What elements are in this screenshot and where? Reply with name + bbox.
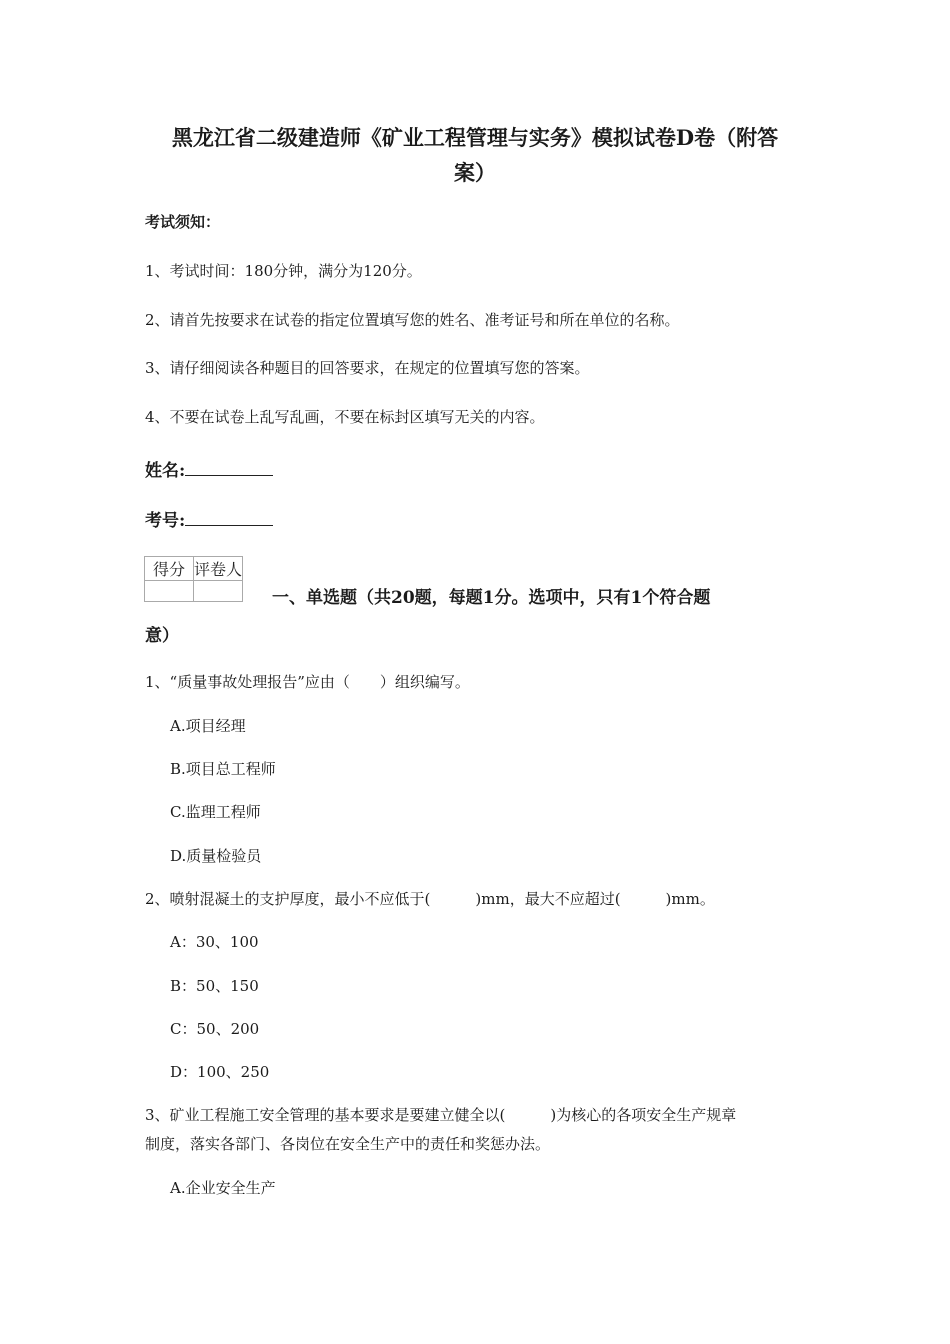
grader-cell[interactable]: [194, 581, 243, 602]
score-table: [144, 556, 243, 602]
document-title-line1: 黑龙江省二级建造师《矿业工程管理与实务》模拟试卷D卷（附答: [171, 125, 779, 150]
name-field: [145, 456, 273, 481]
question-1-option-a: A.项目经理: [170, 717, 246, 735]
question-3-stem-line2: 制度，落实各部门、各岗位在安全生产中的责任和奖惩办法。: [145, 1135, 551, 1153]
name-label: 姓名:: [145, 461, 186, 481]
grader-header: 评卷人: [194, 557, 243, 581]
notice-item-2: 2、请首先按要求在试卷的指定位置填写您的姓名、准考证号和所在单位的名称。: [145, 311, 680, 329]
notice-heading: 考试须知：: [145, 213, 221, 231]
question-1-stem: 1、“质量事故处理报告”应由（ ）组织编写。: [145, 673, 470, 691]
question-1-option-c: C.监理工程师: [170, 803, 261, 821]
question-3-option-a: A.企业安全生产: [170, 1179, 276, 1197]
exam-number-label: 考号:: [145, 511, 186, 531]
question-1-option-b: B.项目总工程师: [170, 760, 276, 778]
question-2-option-b: B：50、150: [170, 977, 259, 995]
question-1-option-d: D.质量检验员: [170, 847, 262, 865]
score-header: 得分: [145, 557, 194, 581]
question-2-option-a: A：30、100: [170, 933, 259, 951]
question-2-stem: 2、喷射混凝土的支护厚度，最小不应低于( )mm，最大不应超过( )mm。: [145, 890, 715, 908]
document-title-line2: 案）: [454, 160, 496, 185]
name-blank[interactable]: [185, 459, 273, 476]
notice-item-3: 3、请仔细阅读各种题目的回答要求，在规定的位置填写您的答案。: [145, 359, 590, 377]
section-heading-line2: 意）: [145, 626, 179, 646]
notice-item-4: 4、不要在试卷上乱写乱画，不要在标封区填写无关的内容。: [145, 408, 545, 426]
exam-number-field: [145, 506, 273, 531]
notice-item-1: 1、考试时间：180分钟，满分为120分。: [145, 262, 422, 280]
section-heading-line1: 一、单选题（共20题，每题1分。选项中，只有1个符合题: [272, 588, 711, 608]
question-3-stem-line1: 3、矿业工程施工安全管理的基本要求是要建立健全以( )为核心的各项安全生产规章: [145, 1106, 737, 1124]
score-cell[interactable]: [145, 581, 194, 602]
exam-number-blank[interactable]: [185, 509, 273, 526]
question-2-option-d: D：100、250: [170, 1063, 270, 1081]
question-2-option-c: C：50、200: [170, 1020, 260, 1038]
